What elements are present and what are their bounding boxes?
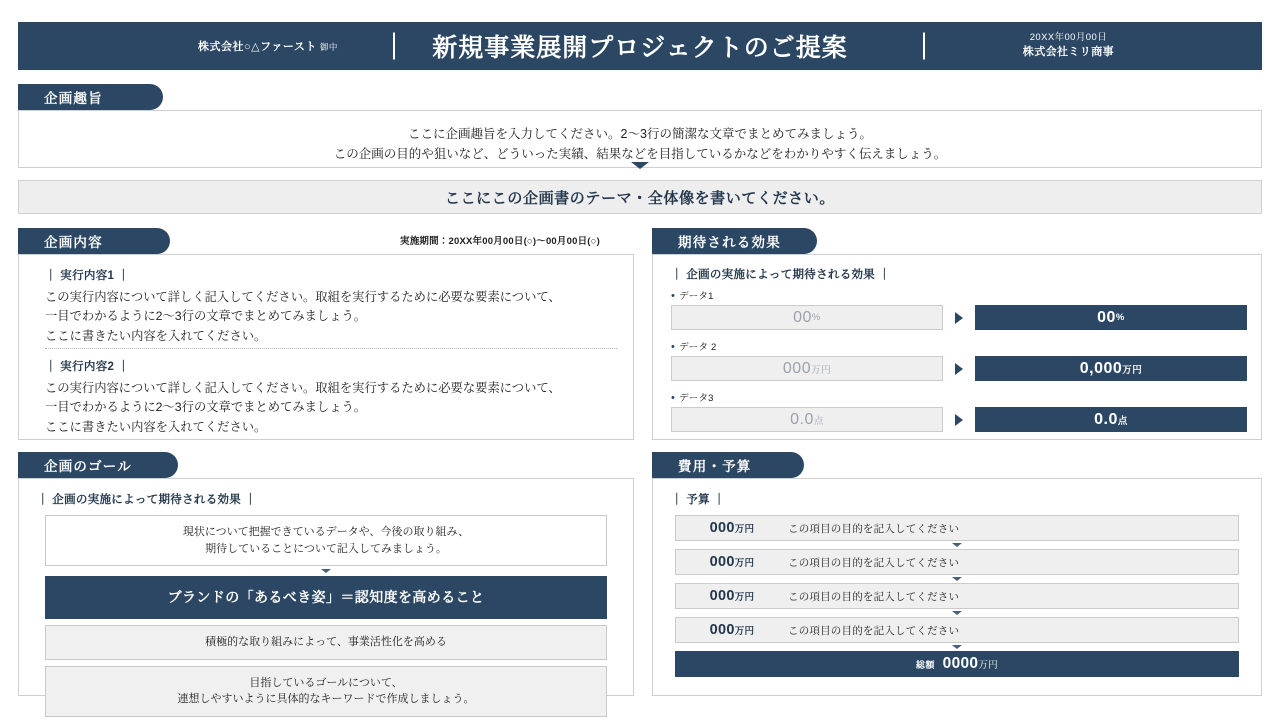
effect-row [671, 288, 1247, 330]
bullet-icon: • [671, 290, 676, 302]
effects-row-list [671, 288, 1247, 441]
effects-panel [652, 254, 1262, 440]
effect-label [671, 390, 1247, 404]
effect-before-unit: 点 [813, 415, 824, 427]
budget-amount-unit: 万円 [734, 524, 755, 535]
effect-before-number: 00 [793, 308, 812, 326]
effect-label-text: データ 2 [679, 342, 717, 353]
theme-banner: ここにこの企画書のテーマ・全体像を書いてください。 [18, 180, 1262, 214]
content-block-label: ｜ 実行内容1 ｜ [45, 270, 130, 282]
budget-panel [652, 478, 1262, 696]
content-block [45, 358, 617, 437]
budget-heading: ｜ 予算 ｜ [671, 494, 726, 506]
down-arrow-icon [321, 569, 331, 573]
goal-highlight-box: ブランドの「あるべき姿」＝認知度を高めること [45, 576, 607, 619]
effect-bars [671, 305, 1247, 330]
effect-before-number: 000 [782, 359, 812, 377]
budget-description: この項目の目的を記入してください [788, 522, 960, 535]
goal-flow [45, 515, 607, 717]
budget-total-amount: 0000 [942, 655, 979, 672]
effect-after-number: 0,000 [1079, 359, 1123, 377]
budget-amount [676, 622, 788, 638]
content-panel [18, 254, 634, 440]
effect-after-value [975, 356, 1247, 381]
budget-amount-unit: 万円 [734, 558, 755, 569]
effect-bars [671, 407, 1247, 432]
budget-total-label: 総額 [916, 659, 935, 670]
content-line-2: 一目でわかるように2〜3行の文章でまとめてみましょう。 [45, 309, 367, 324]
content-line-1: この実行内容について詳しく記入してください。取組を実行するために必要な要素について、 [45, 381, 561, 395]
goal-arrow [45, 566, 607, 576]
goal-heading: ｜ 企画の実施によって期待される効果 ｜ [37, 494, 257, 506]
budget-description: この項目の目的を記入してください [788, 556, 960, 569]
purpose-line-2: この企画の目的や狙いなど、どういった実績、結果などを目指しているかなどをわかりやすく伝えましょう。 [333, 147, 947, 162]
effect-before-value [671, 407, 943, 432]
budget-arrow [675, 643, 1239, 651]
effects-heading: ｜ 企画の実施によって期待される効果 ｜ [671, 269, 891, 281]
bullet-icon: • [671, 341, 676, 353]
down-arrow-icon [952, 645, 962, 649]
content-block-label: ｜ 実行内容2 ｜ [45, 361, 130, 373]
effect-after-unit: % [1115, 312, 1125, 323]
budget-arrow [675, 541, 1239, 549]
budget-total-unit: 万円 [978, 660, 998, 671]
bullet-icon: • [671, 392, 676, 404]
effect-label-text: データ3 [679, 393, 714, 404]
content-block [45, 267, 617, 346]
budget-amount [676, 554, 788, 570]
budget-amount-number: 000 [709, 520, 735, 536]
budget-amount [676, 588, 788, 604]
effect-before-value [671, 305, 943, 330]
effect-before-number: 0.0 [790, 410, 814, 428]
effect-after-number: 00 [1097, 308, 1116, 326]
budget-row-list [675, 515, 1239, 677]
header-meta [1023, 31, 1114, 61]
client-name-text: 株式会社○△ファースト [198, 41, 317, 53]
header-divider-right [923, 33, 925, 60]
implementation-period: 実施期間：20XX年00月00日(○)〜00月00日(○) [400, 236, 600, 247]
budget-row [675, 549, 1239, 575]
goal-step-line-1: 目指しているゴールについて、 [249, 676, 403, 689]
effect-after-value [975, 305, 1247, 330]
effect-after-number: 0.0 [1094, 410, 1118, 428]
page-title: 新規事業展開プロジェクトのご提案 [432, 34, 848, 62]
budget-amount [676, 520, 788, 536]
right-arrow-icon [955, 363, 963, 375]
down-arrow-icon [952, 611, 962, 615]
down-arrow-icon [631, 162, 649, 169]
client-honorific: 御中 [319, 42, 338, 52]
section-tab-content: 企画内容 [18, 228, 170, 254]
right-arrow-icon [955, 312, 963, 324]
content-line-3: ここに書きたい内容を入れてください。 [45, 419, 267, 434]
budget-arrow [675, 609, 1239, 617]
slide-header [18, 22, 1262, 70]
effect-after-value [975, 407, 1247, 432]
budget-amount-unit: 万円 [734, 626, 755, 637]
content-line-3: ここに書きたい内容を入れてください。 [45, 328, 267, 343]
section-tab-goal: 企画のゴール [18, 452, 178, 478]
goal-step-box [45, 515, 607, 566]
budget-row [675, 515, 1239, 541]
right-arrow-icon [955, 414, 963, 426]
proposal-date: 20XX年00月00日 [1029, 32, 1108, 44]
goal-step-box [45, 666, 607, 717]
content-block-body [45, 288, 617, 346]
budget-description: この項目の目的を記入してください [788, 624, 960, 637]
purpose-panel [18, 110, 1262, 168]
section-tab-effects: 期待される効果 [652, 228, 817, 254]
effect-after-unit: 点 [1117, 415, 1128, 427]
effect-label-text: データ1 [679, 291, 714, 302]
goal-panel [18, 478, 634, 705]
down-arrow-icon [952, 543, 962, 547]
effect-before-unit: 万円 [811, 364, 832, 376]
budget-row [675, 583, 1239, 609]
goal-step-box: 積極的な取り組みによって、事業活性化を高める [45, 625, 607, 660]
budget-amount-number: 000 [709, 554, 735, 570]
effect-row [671, 339, 1247, 381]
budget-amount-unit: 万円 [734, 592, 755, 603]
budget-amount-number: 000 [709, 588, 735, 604]
effect-bars [671, 356, 1247, 381]
content-block-body [45, 379, 617, 437]
section-tab-purpose: 企画趣旨 [18, 84, 163, 110]
content-line-1: この実行内容について詳しく記入してください。取組を実行するために必要な要素について、 [45, 290, 561, 304]
effect-before-value [671, 356, 943, 381]
section-tab-budget: 費用・予算 [652, 452, 804, 478]
content-line-2: 一目でわかるように2〜3行の文章でまとめてみましょう。 [45, 400, 367, 415]
content-divider [45, 348, 617, 349]
goal-step-line-2: 期待していることについて記入してみましょう。 [205, 542, 447, 555]
budget-amount-number: 000 [709, 622, 735, 638]
purpose-body [19, 124, 1261, 165]
budget-total-row [675, 651, 1239, 677]
goal-step-line-1: 現状について把握できているデータや、今後の取り組み、 [182, 526, 470, 538]
budget-arrow [675, 575, 1239, 583]
effect-row [671, 390, 1247, 432]
goal-step-line-2: 連想しやすいように具体的なキーワードで作成しましょう。 [177, 693, 475, 705]
budget-row [675, 617, 1239, 643]
down-arrow-icon [952, 577, 962, 581]
effect-after-unit: 万円 [1122, 364, 1143, 376]
purpose-line-1: ここに企画趣旨を入力してください。2〜3行の簡潔な文章でまとめてみましょう。 [408, 127, 872, 141]
vendor-company: 株式会社ミリ商事 [1022, 45, 1114, 58]
budget-description: この項目の目的を記入してください [788, 590, 960, 603]
effect-before-unit: % [811, 312, 821, 323]
effect-label [671, 288, 1247, 302]
effect-label [671, 339, 1247, 353]
